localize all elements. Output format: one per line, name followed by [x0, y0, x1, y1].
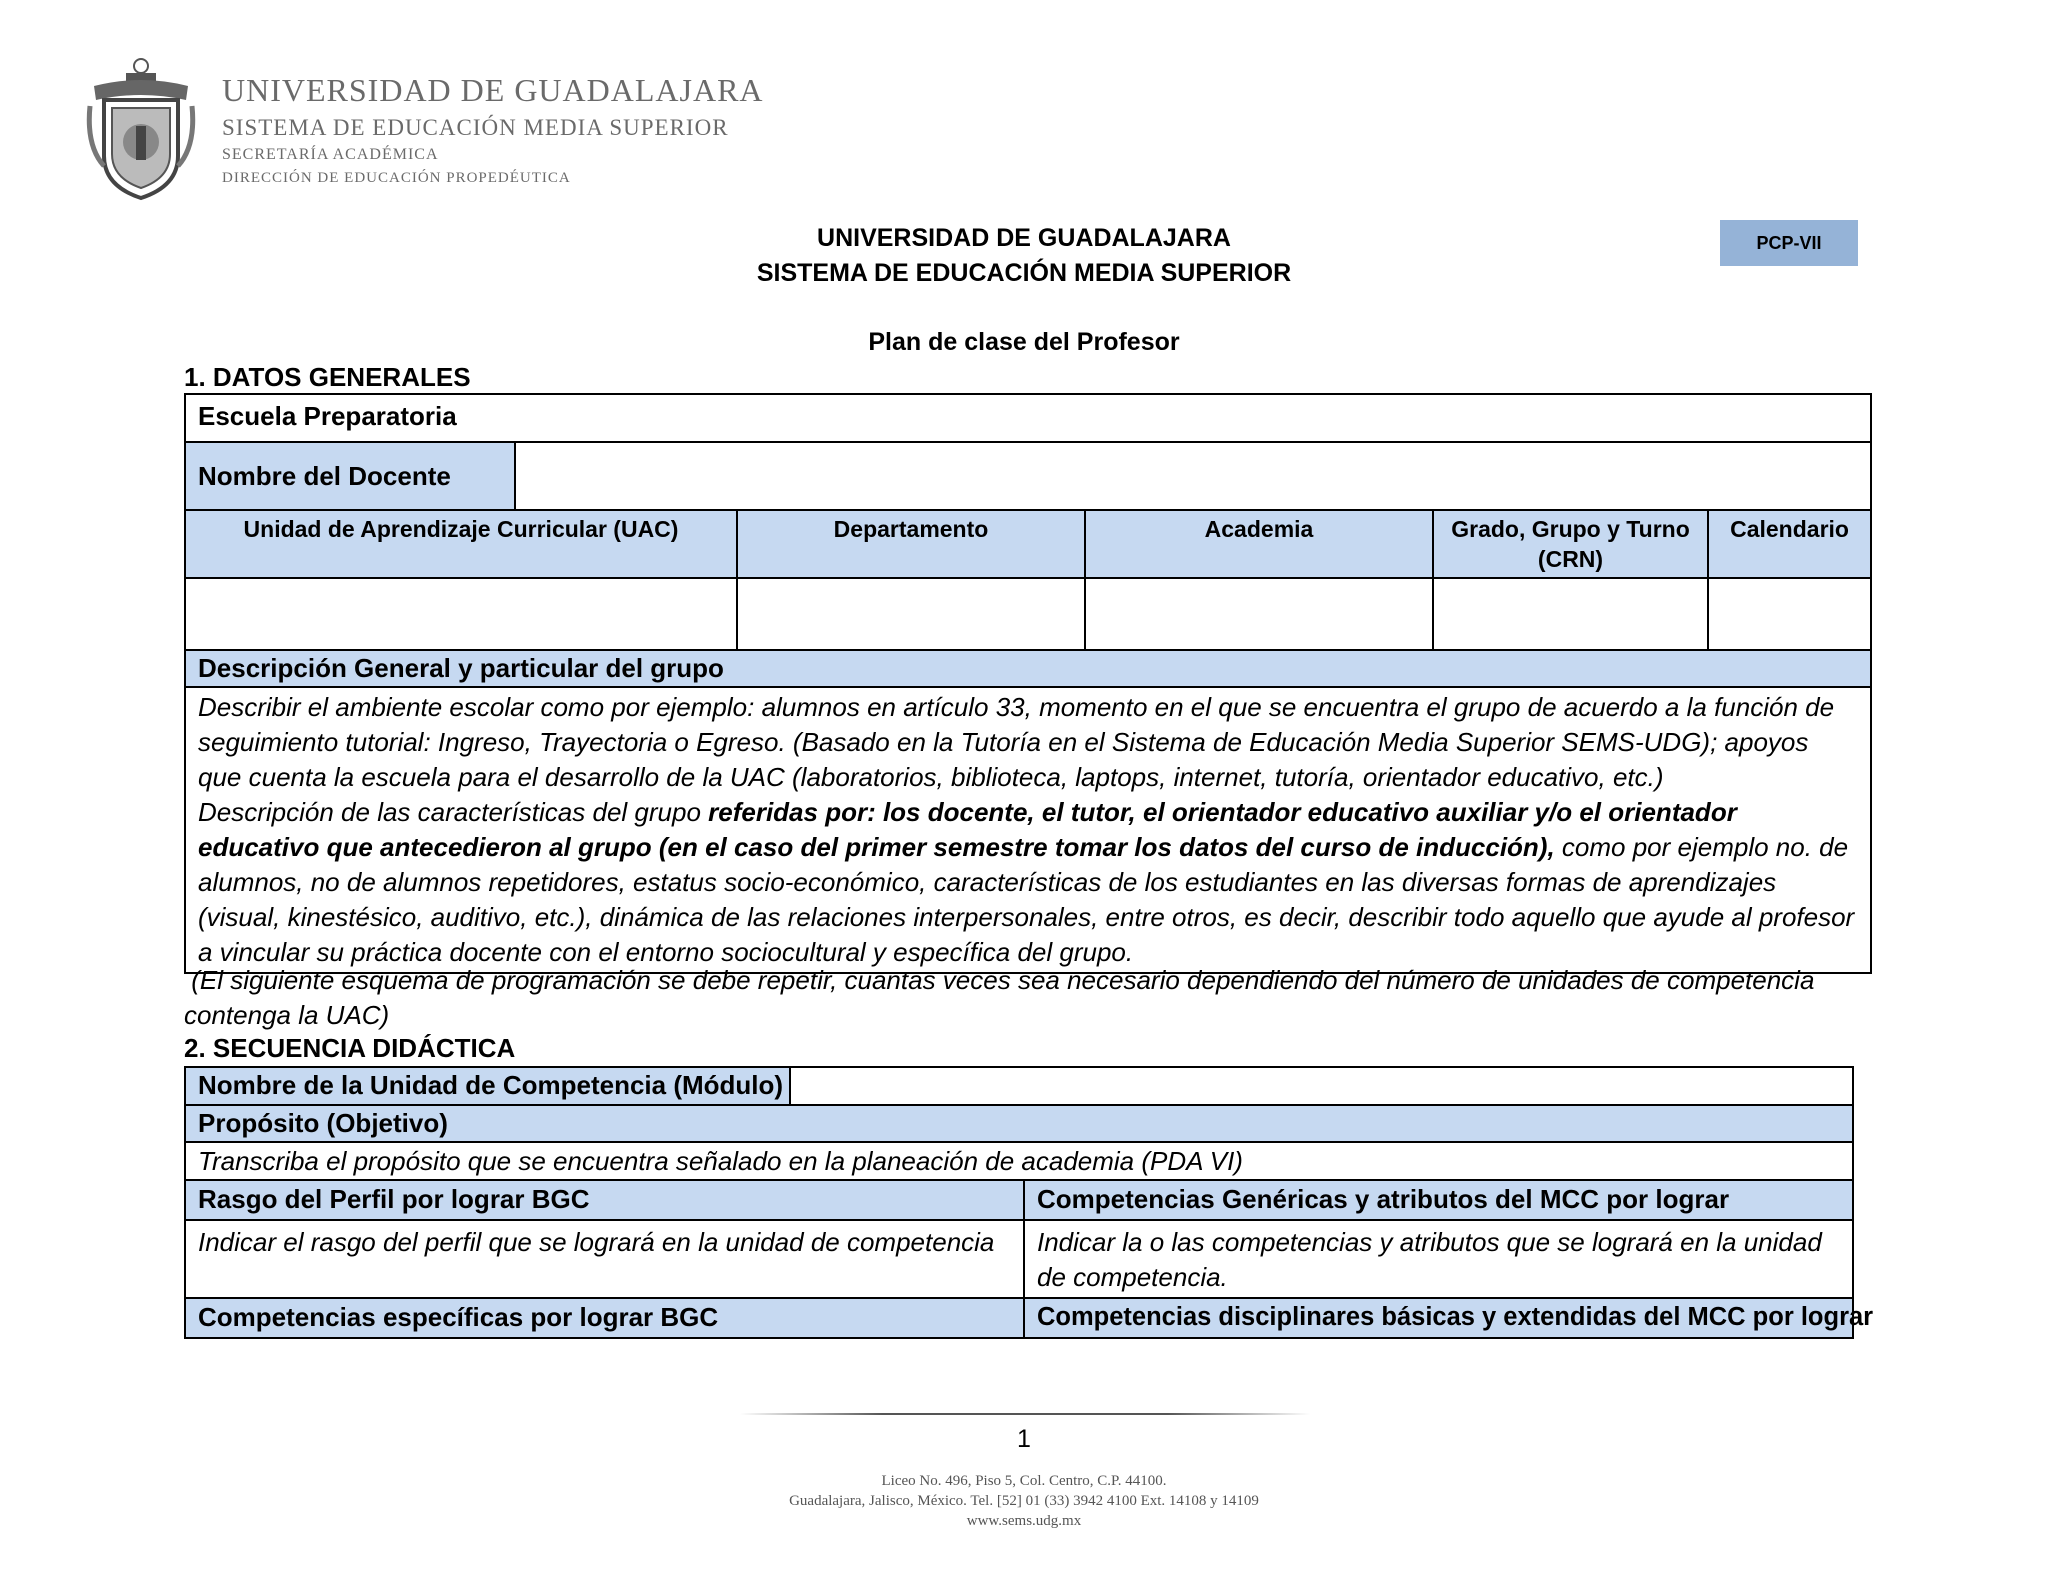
proposito-text: Transcriba el propósito que se encuentra señalado en la planeación de academia (PDA VI) [185, 1142, 1853, 1180]
grado-grupo-turno-field[interactable] [1433, 578, 1708, 650]
university-seal-logo [86, 56, 196, 202]
descripcion-body [185, 687, 1871, 973]
section1-heading: 1. DATOS GENERALES [184, 362, 471, 392]
letterhead-system: SISTEMA DE EDUCACIÓN MEDIA SUPERIOR [222, 115, 729, 140]
letterhead-university: UNIVERSIDAD DE GUADALAJARA [222, 72, 764, 108]
nombre-docente-field[interactable] [515, 442, 1871, 510]
rasgo-perfil-label: Rasgo del Perfil por lograr BGC [185, 1180, 1024, 1220]
repeat-note: (El siguiente esquema de programación se debe repetir, cuantas veces sea necesario dependiendo del número de unidades de competencia contenga la UAC) [184, 965, 1822, 1030]
descripcion-p2-start: Descripción de las características del grupo [198, 797, 709, 827]
competencias-genericas-text: Indicar la o las competencias y atributos que se logrará en la unidad de competencia. [1024, 1220, 1853, 1298]
col-academia: Academia [1085, 510, 1433, 578]
code-badge: PCP-VII [1720, 220, 1858, 266]
competencias-especificas-label: Competencias específicas por lograr BGC [185, 1298, 1024, 1338]
descripcion-paragraph-1: Describir el ambiente escolar como por ejemplo: alumnos en artículo 33, momento en el que se encuentra el grupo de acuerdo a la función de seguimiento tutorial: Ingreso, Trayectoria o Egreso. (Basado en la Tutoría en el Sistema de Educación Media Superior SEMS-UDG); apoyos que cuenta la escuela para el desarrollo de la UAC (laboratorios, biblioteca, laptops, internet, tutoría, orientador educativo, etc.) [198, 692, 1835, 792]
nombre-docente-label: Nombre del Docente [185, 442, 515, 510]
unidad-competencia-label: Nombre de la Unidad de Competencia (Módulo) [185, 1067, 790, 1105]
footer-divider [740, 1413, 1310, 1415]
secuencia-didactica-table [184, 1066, 1874, 1339]
proposito-label: Propósito (Objetivo) [185, 1105, 1853, 1142]
calendario-field[interactable] [1708, 578, 1871, 650]
descripcion-paragraph-2 [198, 795, 1858, 970]
descripcion-p2-end: como por ejemplo no. de alumnos, no de alumnos repetidores, estatus socio-económico, características de los estudiantes en las diversas formas de aprendizajes (visual, kinestésico, auditivo, etc.), dinámica de las relaciones interpersonales, entre otros, es decir, describir todo aquello que ayude al profesor a vincular su práctica docente con el entorno sociocultural y específica del grupo. [198, 832, 1855, 967]
academia-field[interactable] [1085, 578, 1433, 650]
uac-field[interactable] [185, 578, 737, 650]
header-title-system: SISTEMA DE EDUCACIÓN MEDIA SUPERIOR [756, 259, 1292, 287]
departamento-field[interactable] [737, 578, 1085, 650]
descripcion-label: Descripción General y particular del grupo [185, 650, 1871, 687]
section2-heading: 2. SECUENCIA DIDÁCTICA [184, 1033, 516, 1063]
letterhead-secretaria: SECRETARÍA ACADÉMICA [222, 146, 439, 163]
footer-address-line1: Liceo No. 496, Piso 5, Col. Centro, C.P. 44100. [881, 1473, 1167, 1489]
unidad-competencia-field[interactable] [790, 1067, 1853, 1105]
datos-generales-table [184, 393, 1872, 974]
page-number: 1 [1017, 1425, 1031, 1453]
escuela-preparatoria-label: Escuela Preparatoria [185, 394, 1871, 442]
page-subtitle: Plan de clase del Profesor [868, 328, 1180, 356]
col-calendario: Calendario [1708, 510, 1871, 578]
col-grado-grupo-turno: Grado, Grupo y Turno (CRN) [1433, 510, 1708, 578]
letterhead-direccion: DIRECCIÓN DE EDUCACIÓN PROPEDÉUTICA [222, 170, 571, 186]
col-departamento: Departamento [737, 510, 1085, 578]
rasgo-perfil-text: Indicar el rasgo del perfil que se logrará en la unidad de competencia [185, 1220, 1024, 1298]
competencias-genericas-label: Competencias Genéricas y atributos del MCC por lograr [1024, 1180, 1853, 1220]
footer-website: www.sems.udg.mx [966, 1513, 1082, 1529]
descripcion-p2-bold: referidas por: los docente, el tutor, el orientador educativo auxiliar y/o el orientador educativo que antecedieron al grupo (en el caso del primer semestre tomar los datos del curso de inducción), [198, 797, 1737, 862]
footer-address-line2: Guadalajara, Jalisco, México. Tel. [52] 01 (33) 3942 4100 Ext. 14108 y 14109 [789, 1493, 1259, 1509]
col-uac: Unidad de Aprendizaje Curricular (UAC) [185, 510, 737, 578]
header-title-university: UNIVERSIDAD DE GUADALAJARA [817, 224, 1231, 252]
competencias-disciplinares-label: Competencias disciplinares básicas y extendidas del MCC por lograr [1024, 1298, 1853, 1338]
